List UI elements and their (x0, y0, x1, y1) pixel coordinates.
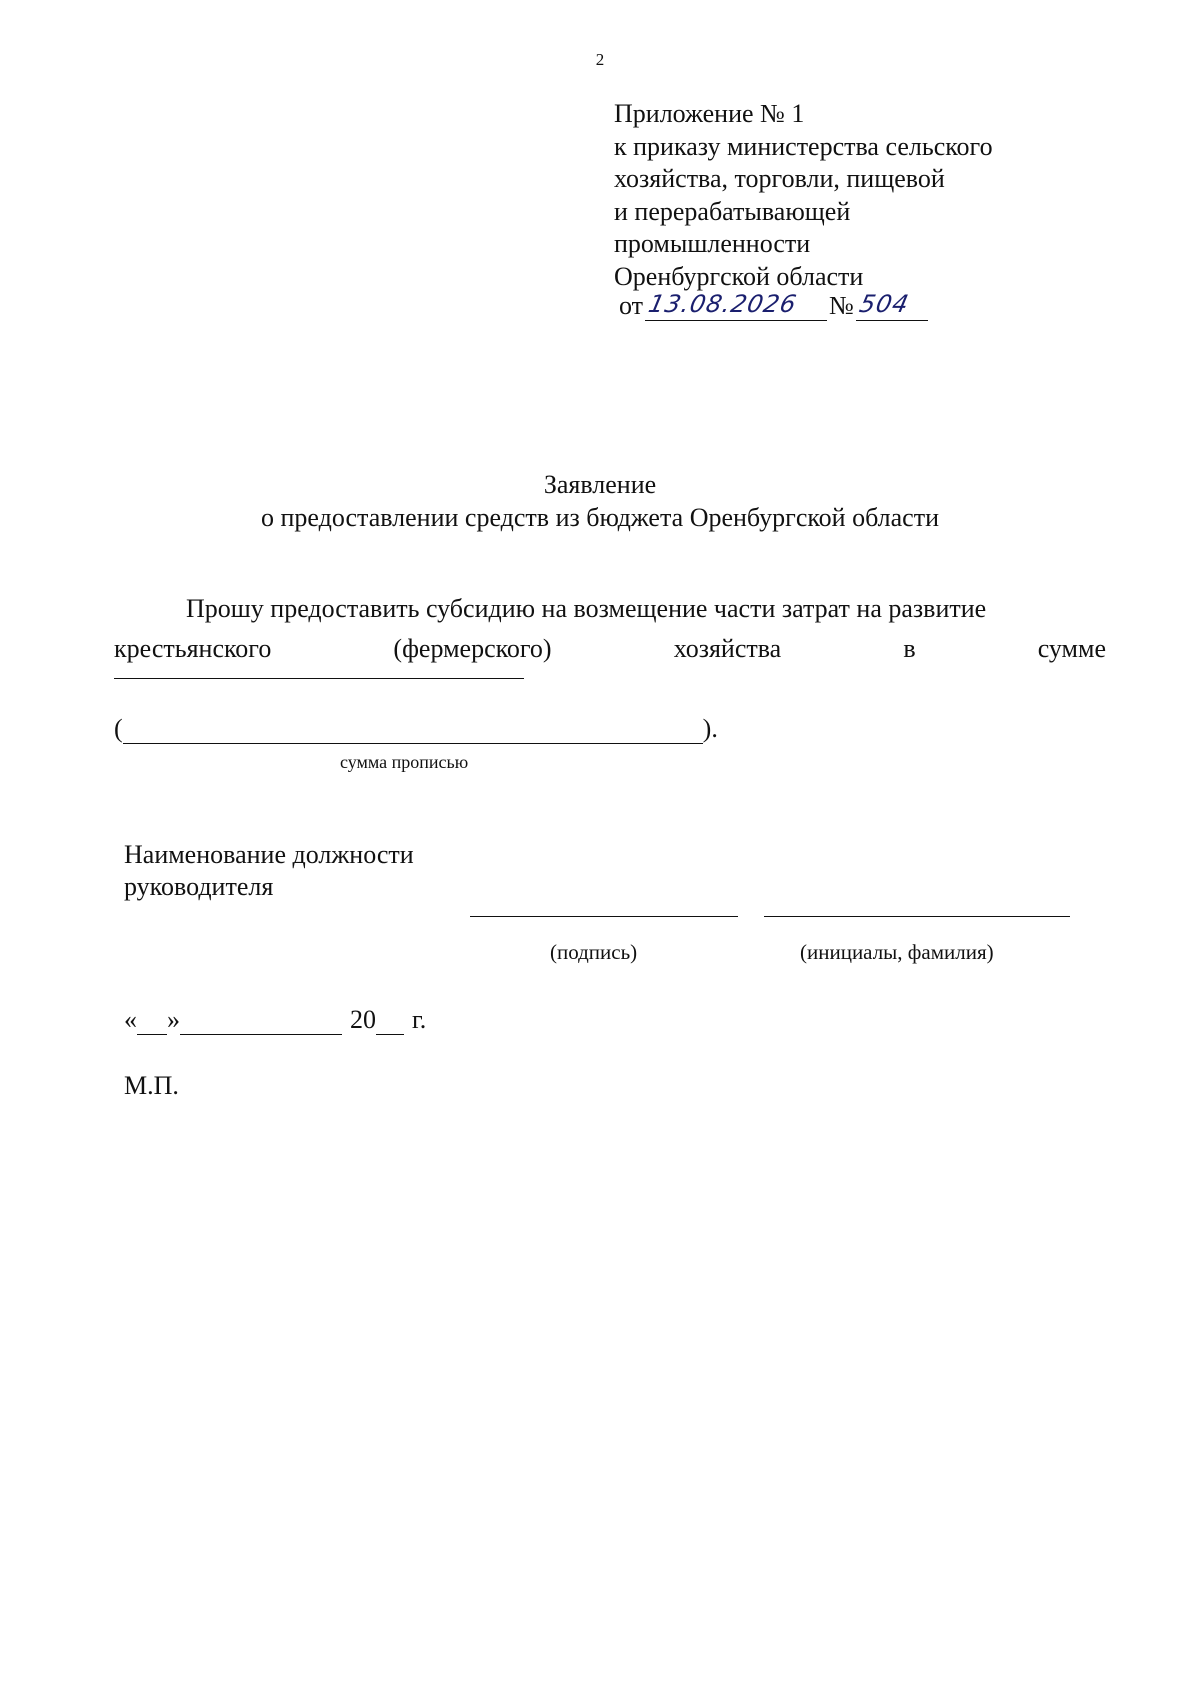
date-row (124, 1005, 426, 1035)
position-line: руководителя (124, 872, 274, 901)
name-line[interactable] (764, 916, 1070, 917)
appendix-header (614, 98, 993, 293)
paren-close: ). (702, 714, 718, 743)
appendix-line: промышленности (614, 229, 811, 258)
quote-open: « (124, 1005, 137, 1034)
paragraph-word: (фермерского) (393, 634, 552, 663)
appendix-line: Приложение № 1 (614, 99, 805, 128)
document-title: Заявление (543, 470, 657, 499)
document-subtitle: о предоставлении средств из бюджета Оренбургской области (260, 503, 940, 532)
request-paragraph-line2 (114, 634, 1106, 664)
order-number-label: № (829, 291, 854, 320)
signature-line[interactable] (470, 916, 738, 917)
paragraph-word: крестьянского (114, 634, 272, 663)
amount-in-words-row (114, 714, 718, 744)
quote-close: » (167, 1005, 180, 1034)
day-field[interactable] (137, 1010, 167, 1035)
paragraph-word: сумме (1037, 634, 1106, 663)
year-prefix: 20 (350, 1005, 376, 1034)
year-field[interactable] (376, 1010, 404, 1035)
month-field[interactable] (180, 1010, 342, 1035)
page-number: 2 (595, 50, 605, 69)
order-number-field (856, 290, 928, 321)
order-from-label: от (619, 291, 644, 320)
appendix-line: Оренбургской области (614, 261, 864, 291)
order-date-field (645, 290, 827, 321)
year-suffix: г. (412, 1005, 427, 1034)
head-position-label (124, 839, 414, 903)
sum-caption: сумма прописью (340, 752, 469, 772)
position-line: Наименование должности (124, 840, 414, 869)
request-paragraph-line1: Прошу предоставить субсидию на возмещение части затрат на развитие (186, 594, 987, 623)
order-date-handwritten: 13.08.2026 (646, 290, 800, 318)
paragraph-word: в (903, 634, 916, 663)
amount-blank-line[interactable] (114, 678, 524, 679)
appendix-line: и перерабатывающей (614, 196, 851, 226)
stamp-label: М.П. (124, 1071, 179, 1100)
name-caption: (инициалы, фамилия) (800, 940, 994, 964)
signature-caption: (подпись) (550, 940, 638, 964)
amount-in-words-field[interactable] (123, 721, 703, 744)
paren-open: ( (114, 714, 123, 743)
order-number-handwritten: 504 (856, 290, 912, 318)
order-reference (619, 290, 930, 321)
appendix-line: к приказу министерства сельского (614, 131, 993, 161)
appendix-line: хозяйства, торговли, пищевой (614, 164, 945, 193)
paragraph-word: хозяйства (673, 634, 782, 663)
